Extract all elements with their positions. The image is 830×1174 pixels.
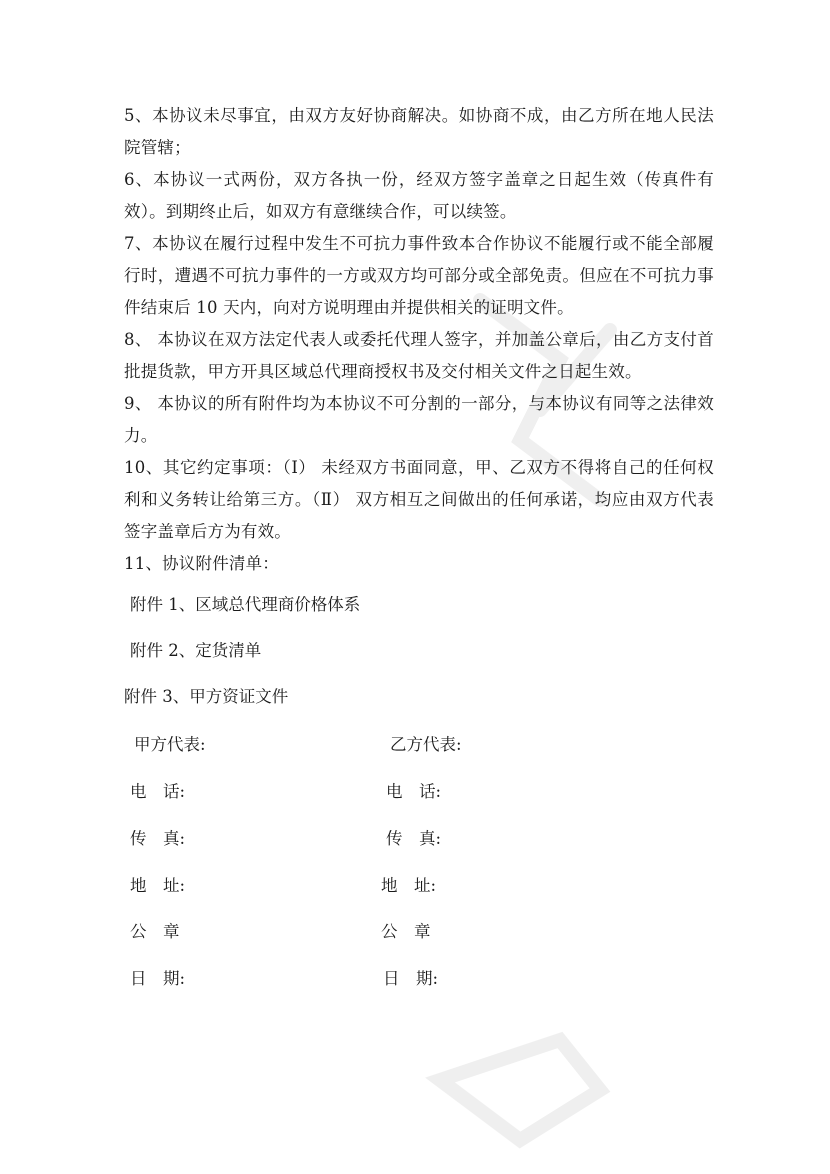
clause-list bbox=[124, 100, 714, 580]
party-b-representative: 乙方代表: bbox=[390, 735, 462, 754]
attachment-1: 附件 1、区域总代理商价格体系 bbox=[130, 595, 361, 614]
clause-10: 10、其它约定事项：（Ⅰ） 未经双方书面同意，甲、乙双方不得将自己的任何权利和义务转让给第三方。（Ⅱ） 双方相互之间做出的任何承诺，均应由双方代表签字盖章后方为有效。 bbox=[124, 458, 714, 541]
party-a-date: 日 期: bbox=[130, 969, 186, 988]
party-a-seal: 公 章 bbox=[130, 922, 180, 941]
party-b-date: 日 期: bbox=[383, 969, 439, 988]
clause-6: 6、本协议一式两份，双方各执一份，经双方签字盖章之日起生效（传真件有效）。到期终止后，如双方有意继续合作，可以续签。 bbox=[124, 170, 714, 221]
party-a-phone: 电 话: bbox=[130, 782, 186, 801]
attachment-3: 附件 3、甲方资证文件 bbox=[124, 687, 289, 706]
party-a-address: 地 址: bbox=[130, 876, 186, 895]
clause-11: 11、协议附件清单： bbox=[124, 554, 279, 573]
clause-9: 9、 本协议的所有附件均为本协议不可分割的一部分，与本协议有同等之法律效力。 bbox=[124, 394, 714, 445]
party-b-phone: 电 话: bbox=[386, 782, 442, 801]
attachment-2: 附件 2、定货清单 bbox=[130, 641, 262, 660]
clause-8: 8、 本协议在双方法定代表人或委托代理人签字，并加盖公章后，由乙方支付首批提货款，甲方开具区域总代理商授权书及交付相关文件之日起生效。 bbox=[124, 330, 714, 381]
party-a-representative: 甲方代表: bbox=[134, 735, 206, 754]
clause-5: 5、本协议未尽事宜，由双方友好协商解决。如协商不成，由乙方所在地人民法院管辖； bbox=[124, 106, 714, 157]
clause-7: 7、本协议在履行过程中发生不可抗力事件致本合作协议不能履行或不能全部履行时，遭遇不可抗力事件的一方或双方均可部分或全部免责。但应在不可抗力事件结束后 10 天内，向对方说明理由并提供相关的证明文件。 bbox=[124, 234, 714, 317]
party-b-address: 地 址: bbox=[381, 876, 437, 895]
party-a-fax: 传 真: bbox=[130, 829, 186, 848]
party-b-seal: 公 章 bbox=[381, 922, 431, 941]
party-b-fax: 传 真: bbox=[386, 829, 442, 848]
